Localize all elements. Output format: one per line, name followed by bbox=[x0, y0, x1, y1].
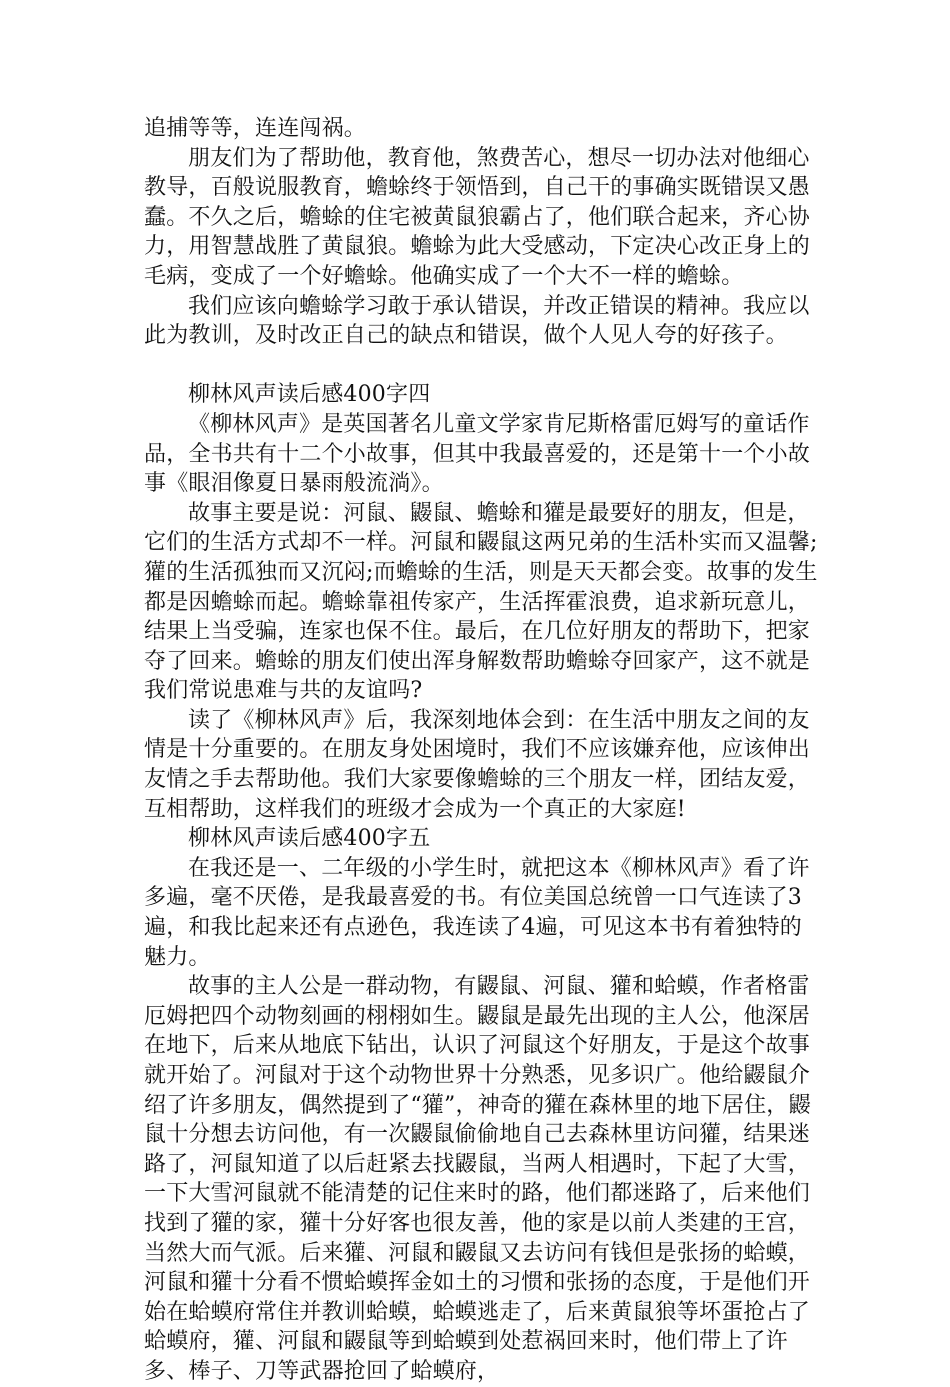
document-body bbox=[144, 114, 824, 1387]
paragraph: 我们应该向蟾蜍学习敢于承认错误，并改正错误的精神。我应以此为教训，及时改正自己的缺点和错误，做个人见人夸的好孩子。 bbox=[144, 293, 810, 349]
paragraph: 故事的主人公是一群动物，有鼹鼠、河鼠、獾和蛤蟆，作者格雷厄姆把四个动物刻画的栩栩如生。鼹鼠是最先出现的主人公，他深居在地下，后来从地底下钻出，认识了河鼠这个好朋友，于是这个故事就开始了。河鼠对于这个动物世界十分熟悉，见多识广。他给鼹鼠介绍了许多朋友，偶然提到了“獾”，神奇的獾在森林里的地下居住，鼹鼠十分想去访问他，有一次鼹鼠偷偷地自己去森林里访问獾，结果迷路了，河鼠知道了以后赶紧去找鼹鼠，当两人相遇时，下起了大雪，一下大雪河鼠就不能清楚的记住来时的路，他们都迷路了，后来他们找到了獾的家，獾十分好客也很友善，他的家是以前人类建的王宫，当然大而气派。后来獾、河鼠和鼹鼠又去访问有钱但是张扬的蛤蟆，河鼠和獾十分看不惯蛤蟆挥金如土的习惯和张扬的态度，于是他们开始在蛤蟆府常住并教训蛤蟆，蛤蟆逃走了，后来黄鼠狼等坏蛋抢占了蛤蟆府，獾、河鼠和鼹鼠等到蛤蟆到处惹祸回来时，他们带上了许多、棒子、刀等武器抢回了蛤蟆府， bbox=[144, 974, 811, 1384]
paragraph: 追捕等等，连连闯祸。 bbox=[144, 116, 367, 141]
paragraph: 《柳林风声》是英国著名儿童文学家肯尼斯格雷厄姆写的童话作品，全书共有十二个小故事，但其中我最喜爱的，还是第十一个小故事《眼泪像夏日暴雨般流淌》。 bbox=[144, 411, 811, 497]
paragraph: 故事主要是说：河鼠、鼹鼠、蟾蜍和獾是最要好的朋友，但是，它们的生活方式却不一样。河鼠和鼹鼠这两兄弟的生活朴实而又温馨;獾的生活孤独而又沉闷;而蟾蜍的生活，则是天天都会变。故事的发生都是因蟾蜍而起。蟾蜍靠祖传家产，生活挥霍浪费，追求新玩意儿，结果上当受骗，连家也保不住。最后，在几位好朋友的帮助下，把家夺了回来。蟾蜍的朋友们使出浑身解数帮助蟾蜍夺回家产，这不就是我们常说患难与共的友谊吗? bbox=[144, 500, 818, 704]
blank-line bbox=[144, 351, 824, 381]
section-heading: 柳林风声读后感400字五 bbox=[188, 826, 431, 852]
paragraph: 读了《柳林风声》后，我深刻地体会到：在生活中朋友之间的友情是十分重要的。在朋友身处困境时，我们不应该嫌弃他，应该伸出友情之手去帮助他。我们大家要像蟾蜍的三个朋友一样，团结友爱，互相帮助，这样我们的班级才会成为一个真正的大家庭! bbox=[144, 707, 811, 822]
section-heading: 柳林风声读后感400字四 bbox=[188, 382, 431, 408]
paragraph: 朋友们为了帮助他，教育他，煞费苦心，想尽一切办法对他细心教导，百般说服教育，蟾蜍终于领悟到，自己干的事确实既错误又愚蠢。不久之后，蟾蜍的住宅被黄鼠狼霸占了，他们联合起来，齐心协力，用智慧战胜了黄鼠狼。蟾蜍为此大受感动，下定决心改正身上的毛病，变成了一个好蟾蜍。他确实成了一个大不一样的蟾蜍。 bbox=[144, 145, 811, 289]
paragraph: 在我还是一、二年级的小学生时，就把这本《柳林风声》看了许多遍，毫不厌倦，是我最喜爱的书。有位美国总统曾一口气连读了3遍，和我比起来还有点逊色，我连读了4遍，可见这本书有着独特的魅力。 bbox=[144, 855, 810, 970]
